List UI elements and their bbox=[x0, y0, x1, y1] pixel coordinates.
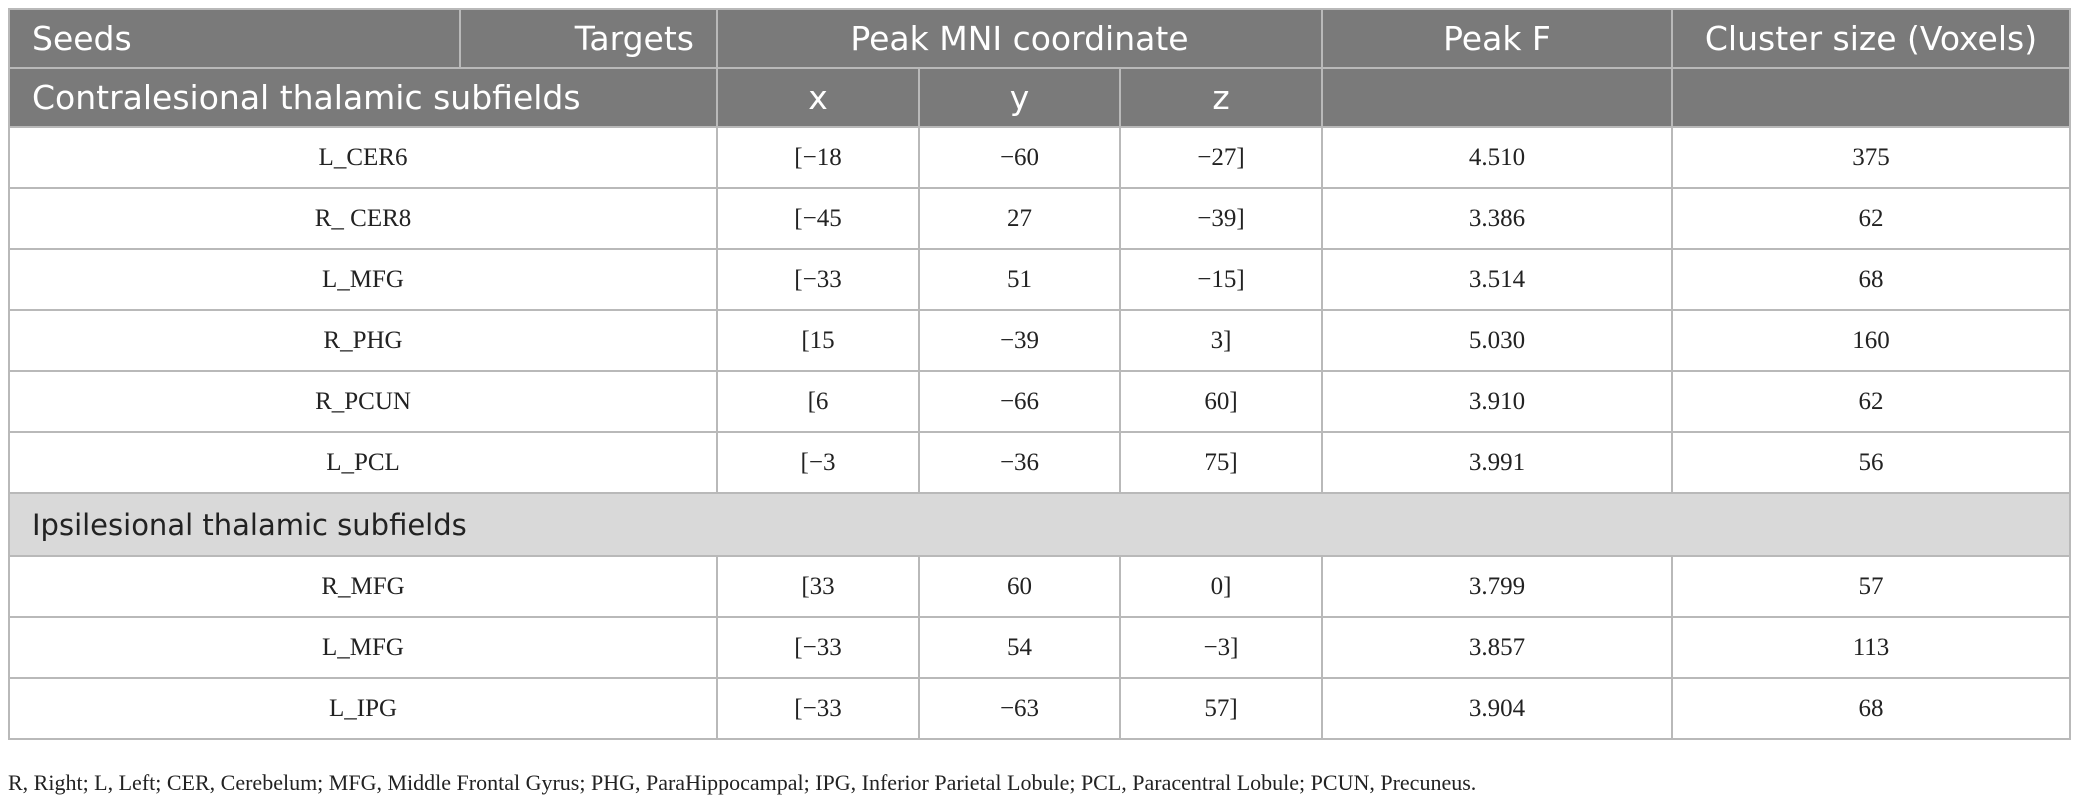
cell-y: −66 bbox=[919, 371, 1120, 432]
header-x: x bbox=[717, 68, 919, 127]
table-row bbox=[9, 127, 2070, 188]
cell-x: [−33 bbox=[717, 617, 919, 678]
cell-y: 54 bbox=[919, 617, 1120, 678]
cell-peak-f: 3.910 bbox=[1322, 371, 1672, 432]
cell-y: −63 bbox=[919, 678, 1120, 739]
section-title-ipsilesional: Ipsilesional thalamic subfields bbox=[9, 493, 2070, 556]
table-row bbox=[9, 249, 2070, 310]
table-row bbox=[9, 617, 2070, 678]
cell-target: R_PHG bbox=[9, 310, 717, 371]
cell-y: −36 bbox=[919, 432, 1120, 493]
cell-cluster-size: 62 bbox=[1672, 371, 2070, 432]
cell-z: 75] bbox=[1120, 432, 1322, 493]
table-row bbox=[9, 371, 2070, 432]
cell-target: L_IPG bbox=[9, 678, 717, 739]
cell-target: R_PCUN bbox=[9, 371, 717, 432]
header-z: z bbox=[1120, 68, 1322, 127]
cell-z: −3] bbox=[1120, 617, 1322, 678]
cell-cluster-size: 113 bbox=[1672, 617, 2070, 678]
cell-target: L_PCL bbox=[9, 432, 717, 493]
cell-peak-f: 3.904 bbox=[1322, 678, 1672, 739]
cell-cluster-size: 68 bbox=[1672, 678, 2070, 739]
cell-peak-f: 3.386 bbox=[1322, 188, 1672, 249]
header-peak-mni: Peak MNI coordinate bbox=[717, 9, 1322, 68]
table-row bbox=[9, 310, 2070, 371]
cell-z: 0] bbox=[1120, 556, 1322, 617]
header-targets: Targets bbox=[460, 9, 717, 68]
cell-peak-f: 3.799 bbox=[1322, 556, 1672, 617]
cell-y: −60 bbox=[919, 127, 1120, 188]
cell-cluster-size: 57 bbox=[1672, 556, 2070, 617]
table-row bbox=[9, 678, 2070, 739]
cell-cluster-size: 68 bbox=[1672, 249, 2070, 310]
table-row bbox=[9, 188, 2070, 249]
cell-target: L_MFG bbox=[9, 617, 717, 678]
results-table-container bbox=[8, 8, 2069, 740]
table-body bbox=[9, 127, 2070, 739]
cell-peak-f: 3.857 bbox=[1322, 617, 1672, 678]
results-table bbox=[8, 8, 2071, 740]
cell-peak-f: 3.991 bbox=[1322, 432, 1672, 493]
cell-x: [−18 bbox=[717, 127, 919, 188]
cell-z: −15] bbox=[1120, 249, 1322, 310]
cell-x: [6 bbox=[717, 371, 919, 432]
table-footnote: R, Right; L, Left; CER, Cerebelum; MFG, Middle Frontal Gyrus; PHG, ParaHippocampal; IPG, Inferior Parietal Lobule; PCL, Paracentral Lobule; PCUN, Precuneus. bbox=[8, 770, 1477, 795]
cell-z: −27] bbox=[1120, 127, 1322, 188]
table-row bbox=[9, 556, 2070, 617]
cell-y: 27 bbox=[919, 188, 1120, 249]
cell-x: [15 bbox=[717, 310, 919, 371]
cell-cluster-size: 375 bbox=[1672, 127, 2070, 188]
cell-y: 60 bbox=[919, 556, 1120, 617]
header-empty-size bbox=[1672, 68, 2070, 127]
section-row-ipsilesional bbox=[9, 493, 2070, 556]
header-contralesional: Contralesional thalamic subfields bbox=[9, 68, 717, 127]
table-header bbox=[9, 9, 2070, 127]
cell-x: [33 bbox=[717, 556, 919, 617]
cell-target: L_MFG bbox=[9, 249, 717, 310]
header-seeds: Seeds bbox=[9, 9, 460, 68]
header-empty-f bbox=[1322, 68, 1672, 127]
header-y: y bbox=[919, 68, 1120, 127]
cell-target: R_ CER8 bbox=[9, 188, 717, 249]
cell-z: −39] bbox=[1120, 188, 1322, 249]
cell-peak-f: 4.510 bbox=[1322, 127, 1672, 188]
cell-cluster-size: 62 bbox=[1672, 188, 2070, 249]
cell-x: [−45 bbox=[717, 188, 919, 249]
cell-z: 3] bbox=[1120, 310, 1322, 371]
table-row bbox=[9, 432, 2070, 493]
cell-cluster-size: 160 bbox=[1672, 310, 2070, 371]
cell-x: [−33 bbox=[717, 249, 919, 310]
header-row-2 bbox=[9, 68, 2070, 127]
header-cluster-size: Cluster size (Voxels) bbox=[1672, 9, 2070, 68]
cell-z: 60] bbox=[1120, 371, 1322, 432]
cell-peak-f: 3.514 bbox=[1322, 249, 1672, 310]
cell-x: [−33 bbox=[717, 678, 919, 739]
cell-cluster-size: 56 bbox=[1672, 432, 2070, 493]
header-row-1 bbox=[9, 9, 2070, 68]
cell-peak-f: 5.030 bbox=[1322, 310, 1672, 371]
cell-y: −39 bbox=[919, 310, 1120, 371]
cell-x: [−3 bbox=[717, 432, 919, 493]
header-peak-f: Peak F bbox=[1322, 9, 1672, 68]
cell-z: 57] bbox=[1120, 678, 1322, 739]
cell-target: R_MFG bbox=[9, 556, 717, 617]
cell-target: L_CER6 bbox=[9, 127, 717, 188]
cell-y: 51 bbox=[919, 249, 1120, 310]
